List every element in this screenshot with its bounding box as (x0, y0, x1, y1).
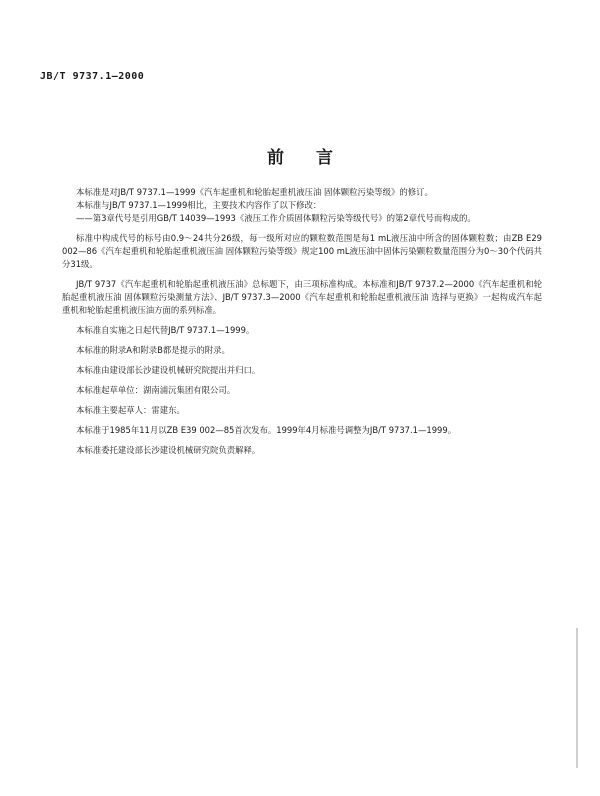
paragraph-proposed-by: 本标准由建设部长沙建设机械研究院提出并归口。 (76, 365, 261, 376)
paragraph-code-levels: 标准中构成代号的标号由0.9～24共分26级，每一级所对应的颗粒数范围是每1 mL液压油中所含的固体颗粒数；由ZB E29 002—86《汽车起重机和轮胎起重机液压油 固体颗粒污染等级》规定100 mL液压油中固体污染颗粒数量范围分为0～30个代码共分31级。 (62, 233, 542, 270)
standard-code: JB/T 9737.1—2000 (40, 71, 145, 82)
paragraph-changes-intro: 本标准与JB/T 9737.1—1999相比，主要技术内容作了以下修改： (76, 200, 322, 211)
paragraph-history: 本标准于1985年11月以ZB E39 002—85首次发布。1999年4月标准号调整为JB/T 9737.1—1999。 (76, 425, 457, 436)
paragraph-interpretation: 本标准委托建设部长沙建设机械研究院负责解释。 (76, 445, 261, 456)
paragraph-drafting-unit: 本标准起草单位：湖南浦沅集团有限公司。 (76, 385, 236, 396)
paragraph-drafters: 本标准主要起草人：雷建东。 (76, 405, 185, 416)
paragraph-series-structure: JB/T 9737《汽车起重机和轮胎起重机液压油》总标题下，由三项标准构成。本标准和JB/T 9737.2—2000《汽车起重机和轮胎起重机液压油 固体颗粒污染测量方法》、JB/T 9737.3—2000《汽车起重机和轮胎起重机液压油 选择与更换》一起构成汽车起重机和轮胎起重机液压油方面的系列标准。 (62, 279, 542, 316)
paragraph-appendices: 本标准的附录A和附录B都是提示的附录。 (76, 345, 230, 356)
paragraph-change-item: ——第3章代号是引用GB/T 14039—1993《液压工作介质固体颗粒污染等级代号》的第2章代号而构成的。 (76, 213, 476, 224)
paragraph-revision-note: 本标准是对JB/T 9737.1—1999《汽车起重机和轮胎起重机液压油 固体颗粒污染等级》的修订。 (76, 187, 433, 197)
paragraph-replaces: 本标准自实施之日起代替JB/T 9737.1—1999。 (76, 325, 255, 336)
scan-edge-mark (576, 628, 578, 768)
page-title: 前言 (267, 148, 365, 168)
foreword-body (62, 186, 542, 457)
